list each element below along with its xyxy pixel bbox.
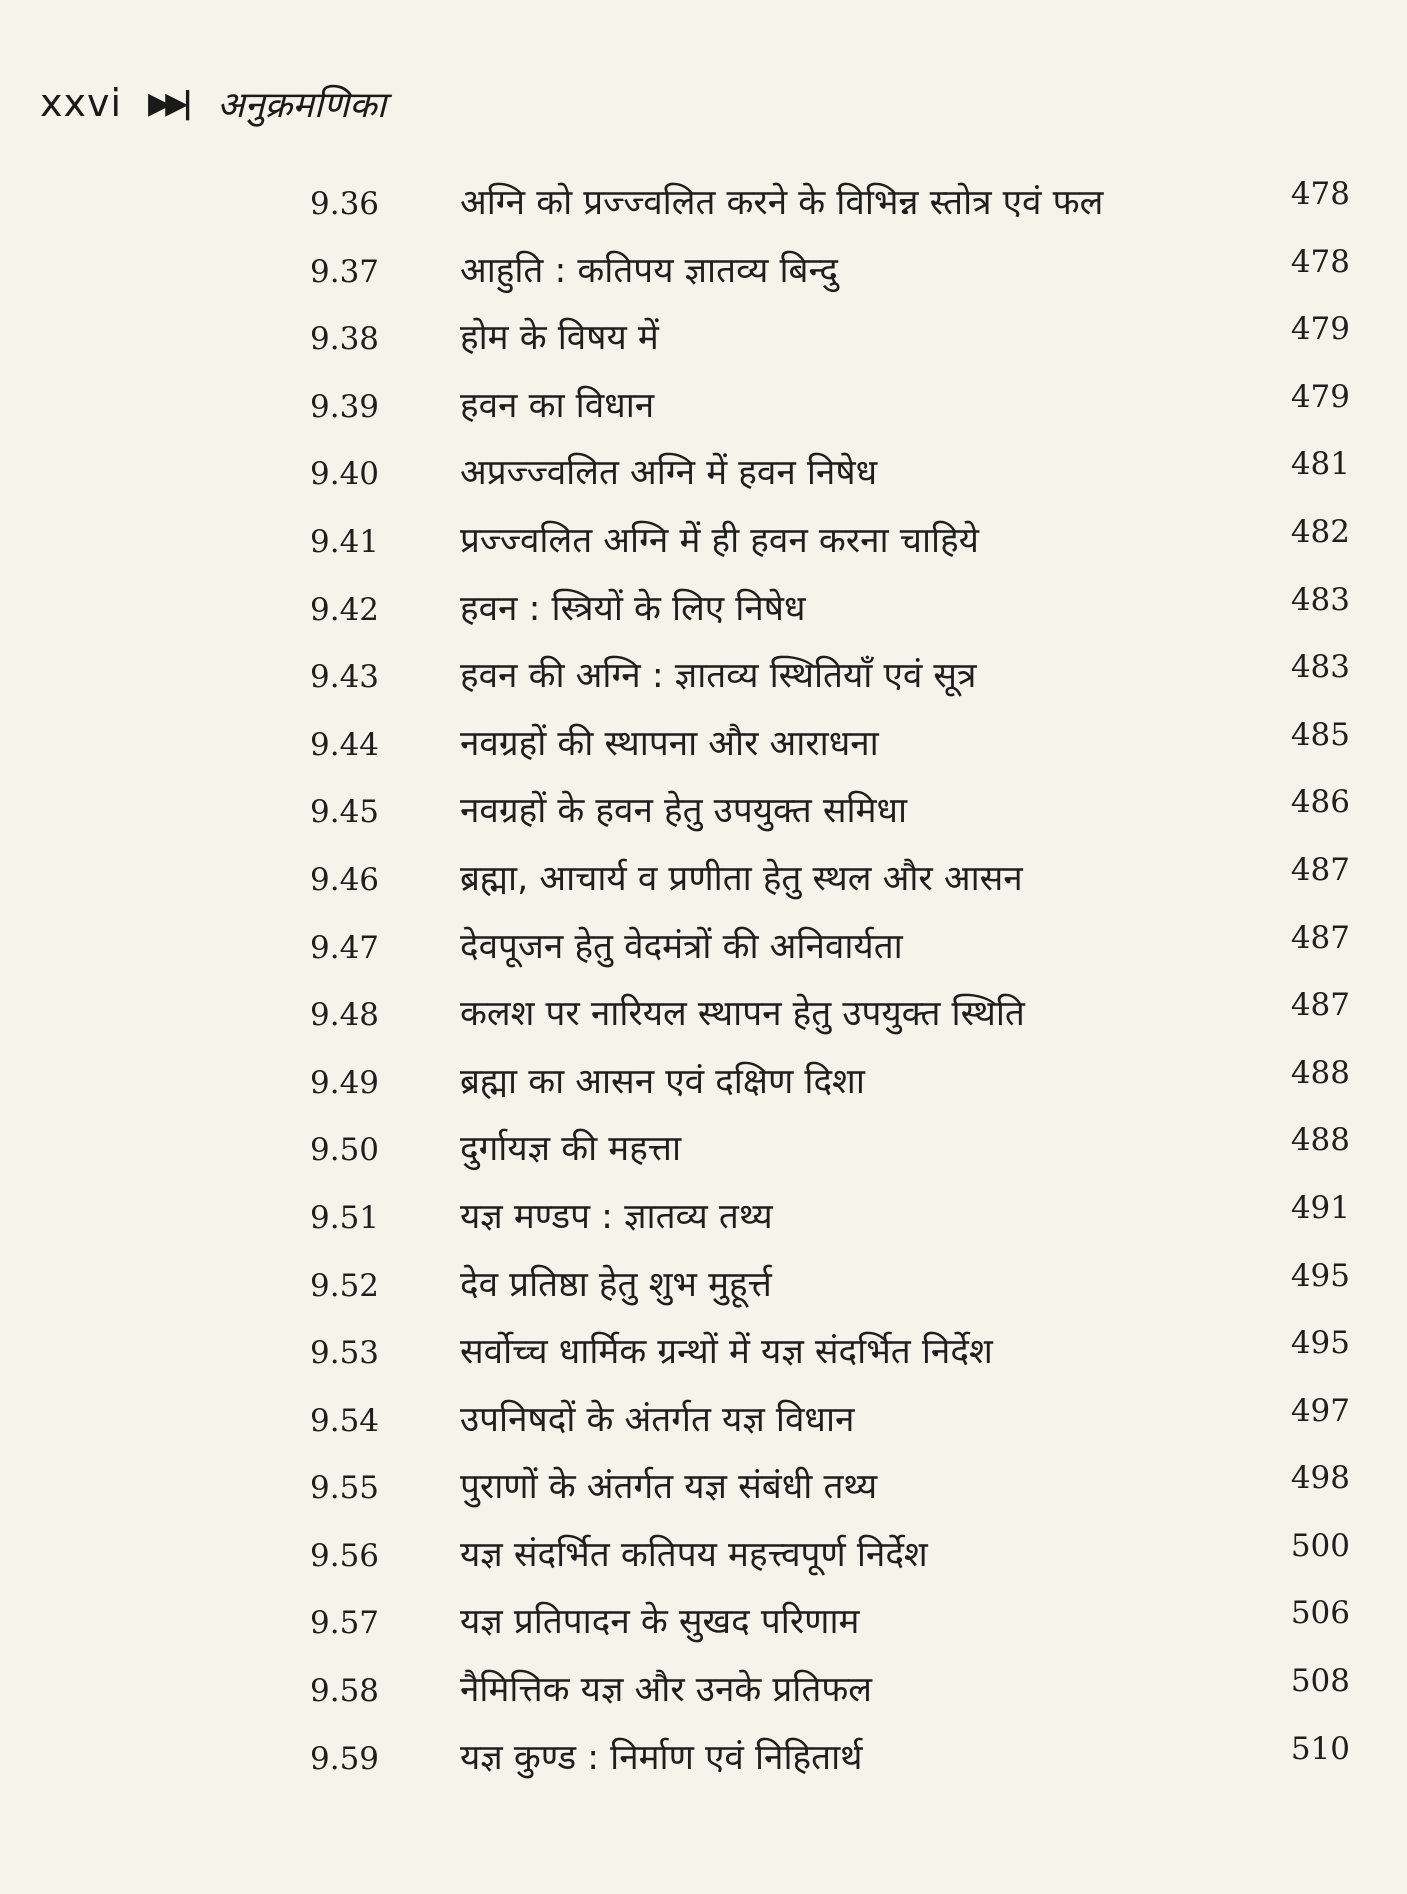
- toc-entry-page: 495: [1290, 1257, 1350, 1294]
- toc-entry: [300, 578, 1350, 646]
- toc-entry: [300, 916, 1350, 984]
- toc-entry-number: 9.55: [310, 1470, 380, 1507]
- toc-entry-page: 479: [1290, 378, 1350, 415]
- toc-entry-title: नैमित्तिक यज्ञ और उनके प्रतिफल: [460, 1670, 873, 1711]
- toc-entry-title: कलश पर नारियल स्थापन हेतु उपयुक्त स्थिति: [460, 994, 1025, 1035]
- toc-entry-page: 487: [1290, 987, 1350, 1024]
- toc-entry-number: 9.58: [310, 1673, 380, 1710]
- toc-entry-page: 506: [1290, 1595, 1350, 1632]
- toc-entry-page: 482: [1290, 513, 1350, 550]
- toc-entry-page: 486: [1290, 784, 1350, 821]
- toc-entry-title: उपनिषदों के अंतर्गत यज्ञ विधान: [460, 1399, 855, 1440]
- toc-entry: [300, 1659, 1350, 1727]
- page-number: xxvi: [40, 81, 123, 125]
- toc-entry-number: 9.51: [310, 1199, 380, 1236]
- toc-entry: [300, 848, 1350, 916]
- toc-entry: [300, 307, 1350, 375]
- toc-entry-title: ब्रह्मा का आसन एवं दक्षिण दिशा: [460, 1061, 865, 1102]
- toc-entry: [300, 780, 1350, 848]
- toc-entry-page: 481: [1290, 446, 1350, 483]
- toc-entry-number: 9.38: [310, 321, 380, 358]
- toc-entry-number: 9.47: [310, 929, 380, 966]
- toc-entry-page: 508: [1290, 1663, 1350, 1700]
- toc-entry: [300, 1051, 1350, 1119]
- toc-entry: [300, 983, 1350, 1051]
- toc-entry-title: प्रज्ज्वलित अग्नि में ही हवन करना चाहिये: [460, 520, 979, 561]
- toc-entry-number: 9.36: [310, 186, 380, 222]
- toc-entry: [300, 1524, 1350, 1592]
- toc-entry-number: 9.42: [310, 591, 380, 628]
- toc-entry: [300, 375, 1350, 443]
- toc-entry-page: 495: [1290, 1325, 1350, 1362]
- toc-entry-number: 9.41: [310, 523, 380, 560]
- toc-entry-page: 485: [1290, 716, 1350, 753]
- toc-entry-number: 9.37: [310, 253, 380, 290]
- toc-entry-page: 487: [1290, 919, 1350, 956]
- toc-entry-title: यज्ञ मण्डप : ज्ञातव्य तथ्य: [460, 1196, 773, 1237]
- toc-entry: [300, 1727, 1350, 1795]
- toc-entry-page: 491: [1290, 1189, 1350, 1226]
- toc-entry-page: 478: [1290, 176, 1350, 212]
- toc-entry-page: 483: [1290, 581, 1350, 618]
- toc-entry: [300, 1591, 1350, 1659]
- toc-entry-page: 487: [1290, 851, 1350, 888]
- toc-entry-title: होम के विषय में: [460, 318, 659, 359]
- toc-entry-title: अग्नि को प्रज्ज्वलित करने के विभिन्न स्तोत्र एवं फल: [460, 183, 1104, 223]
- toc-entry-number: 9.56: [310, 1537, 380, 1574]
- toc-entry-title: आहुति : कतिपय ज्ञातव्य बिन्दु: [460, 250, 838, 291]
- toc-entry-title: नवग्रहों के हवन हेतु उपयुक्त समिधा: [460, 791, 908, 832]
- toc-entry-title: दुर्गायज्ञ की महत्ता: [460, 1129, 682, 1170]
- toc-entry-title: यज्ञ प्रतिपादन के सुखद परिणाम: [460, 1602, 860, 1643]
- toc-entry-title: हवन : स्त्रियों के लिए निषेध: [460, 588, 806, 629]
- toc-entry-page: 488: [1290, 1122, 1350, 1159]
- toc-entry-title: अप्रज्ज्वलित अग्नि में हवन निषेध: [460, 453, 878, 494]
- toc-entry: [300, 1321, 1350, 1389]
- toc-entry-number: 9.46: [310, 861, 380, 898]
- running-header: [40, 78, 386, 128]
- toc-entry-title: ब्रह्मा, आचार्य व प्रणीता हेतु स्थल और आसन: [460, 858, 1023, 899]
- toc-entry-title: पुराणों के अंतर्गत यज्ञ संबंधी तथ्य: [460, 1467, 878, 1508]
- toc-entry: [300, 1456, 1350, 1524]
- toc-entry-number: 9.43: [310, 659, 380, 696]
- toc-entry-title: यज्ञ कुण्ड : निर्माण एवं निहितार्थ: [460, 1737, 863, 1778]
- toc-entry-page: 483: [1290, 649, 1350, 686]
- toc-entry: [300, 172, 1350, 240]
- toc-entry-number: 9.59: [310, 1740, 380, 1777]
- toc-entry-number: 9.54: [310, 1402, 380, 1439]
- toc-entry: [300, 713, 1350, 781]
- toc-entry-number: 9.44: [310, 726, 380, 763]
- toc-entry: [300, 442, 1350, 510]
- toc-entry-title: हवन की अग्नि : ज्ञातव्य स्थितियाँ एवं सूत्र: [460, 656, 977, 697]
- toc-entry-title: यज्ञ संदर्भित कतिपय महत्त्वपूर्ण निर्देश: [460, 1534, 928, 1575]
- toc-entry-title: देवपूजन हेतु वेदमंत्रों की अनिवार्यता: [460, 926, 903, 967]
- toc-entry: [300, 1254, 1350, 1322]
- toc-entry-number: 9.53: [310, 1335, 380, 1372]
- toc-entry-title: देव प्रतिष्ठा हेतु शुभ मुहूर्त्त: [460, 1264, 772, 1305]
- toc-entry-page: 500: [1290, 1527, 1350, 1564]
- toc-entry-page: 498: [1290, 1460, 1350, 1497]
- toc-entry-number: 9.57: [310, 1605, 380, 1642]
- table-of-contents: [300, 172, 1350, 1794]
- toc-entry-title: सर्वोच्च धार्मिक ग्रन्थों में यज्ञ संदर्भित निर्देश: [460, 1332, 993, 1373]
- toc-entry-title: नवग्रहों की स्थापना और आराधना: [460, 723, 879, 764]
- toc-entry-page: 488: [1290, 1054, 1350, 1091]
- header-title: अनुक्रमणिका: [217, 84, 387, 126]
- toc-entry-number: 9.49: [310, 1064, 380, 1101]
- toc-entry: [300, 1186, 1350, 1254]
- toc-entry-page: 510: [1290, 1730, 1350, 1767]
- toc-entry: [300, 1389, 1350, 1457]
- toc-entry-number: 9.52: [310, 1267, 380, 1304]
- toc-entry-number: 9.45: [310, 794, 380, 831]
- toc-entry: [300, 1118, 1350, 1186]
- toc-entry-page: 478: [1290, 243, 1350, 280]
- fast-forward-icon: ▶▶|: [148, 85, 188, 121]
- toc-entry-number: 9.50: [310, 1132, 380, 1169]
- toc-entry-number: 9.48: [310, 997, 380, 1034]
- toc-entry: [300, 510, 1350, 578]
- toc-entry: [300, 645, 1350, 713]
- toc-entry-page: 479: [1290, 311, 1350, 348]
- toc-entry-number: 9.39: [310, 388, 380, 425]
- toc-entry-page: 497: [1290, 1392, 1350, 1429]
- toc-entry-title: हवन का विधान: [460, 385, 655, 426]
- toc-entry: [300, 240, 1350, 308]
- toc-entry-number: 9.40: [310, 456, 380, 493]
